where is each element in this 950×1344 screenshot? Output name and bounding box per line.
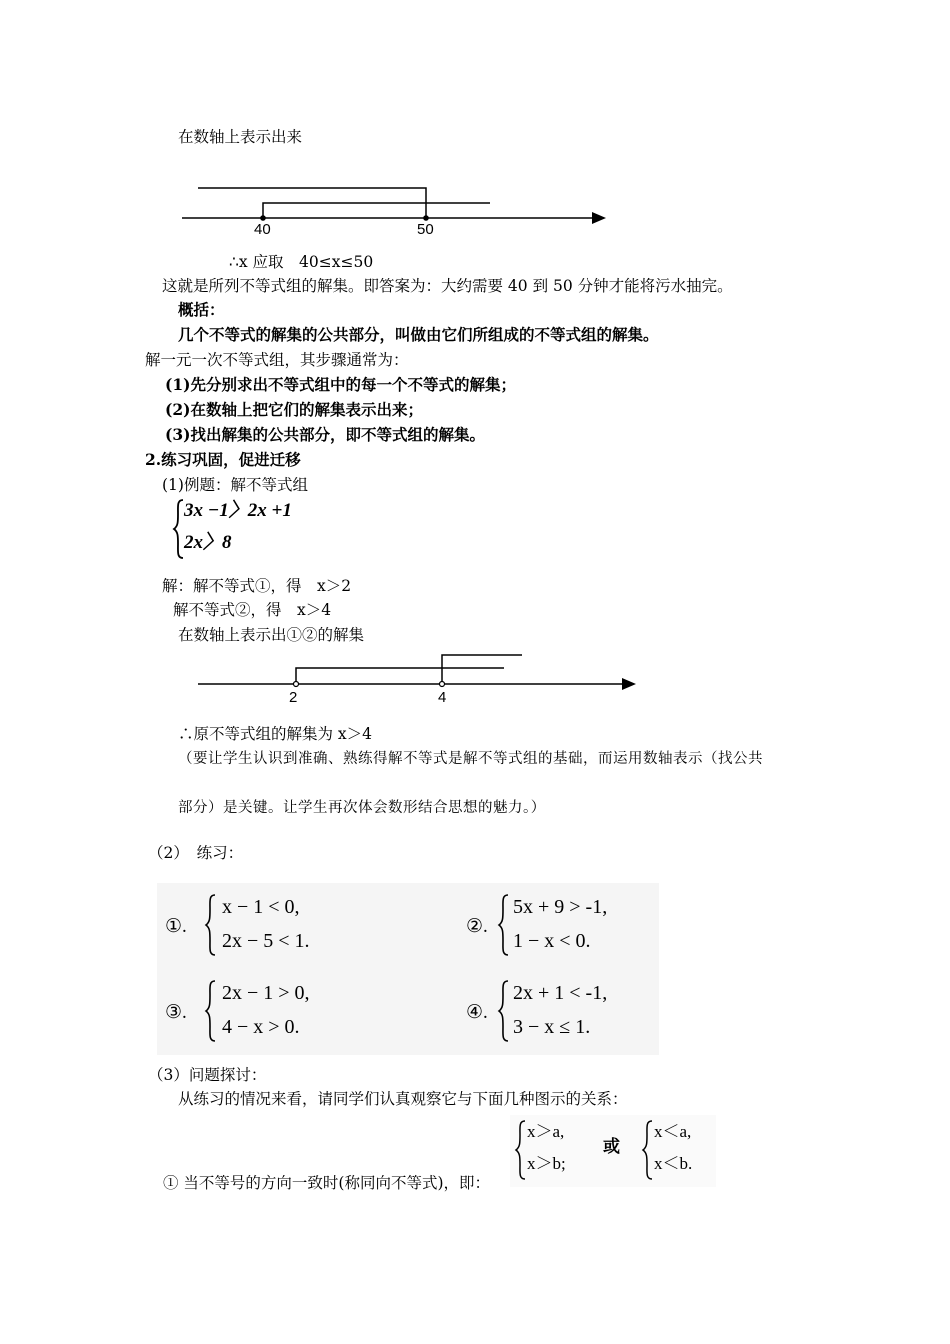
- case-right-2: x＜b.: [654, 1154, 693, 1173]
- text-line: (1)例题：解不等式组: [162, 476, 308, 494]
- exercise-number: ②.: [466, 916, 488, 937]
- text-line: 在数轴上表示出①②的解集: [178, 626, 365, 644]
- brace: [204, 893, 218, 957]
- case-or: 或: [603, 1137, 620, 1157]
- text-line: （2） 练习：: [148, 844, 244, 862]
- text-line: 在数轴上表示出来: [178, 128, 303, 146]
- brace: [641, 1119, 655, 1181]
- note-line: 部分）是关键。让学生再次体会数形结合思想的魅力。）: [178, 800, 546, 816]
- text-line: 这就是所列不等式组的解集。即答案为：大约需要 40 到 50 分钟才能将污水抽完。: [162, 277, 733, 295]
- axis-label-2: 2: [289, 689, 298, 706]
- exercise-number: ①.: [165, 916, 187, 937]
- text-line: 几个不等式的解集的公共部分，叫做由它们所组成的不等式组的解集。: [178, 325, 659, 344]
- exercise-number: ④.: [466, 1002, 488, 1023]
- axis-label-40: 40: [254, 221, 271, 238]
- exercise-eq: 2x + 1 < -1,: [513, 982, 608, 1004]
- text-line: 解：解不等式①，得 x＞2: [162, 577, 352, 595]
- example-eq-1: 3x −1〉2x +1: [184, 500, 292, 521]
- example-eq-2: 2x〉8: [184, 532, 232, 553]
- text-line: 从练习的情况来看，请同学们认真观察它与下面几种图示的关系：: [178, 1090, 628, 1108]
- exercise-eq: 2x − 1 > 0,: [222, 982, 310, 1004]
- brace: [497, 893, 511, 957]
- brace: [514, 1119, 528, 1181]
- text-line: (2)在数轴上把它们的解集表示出来；: [165, 400, 423, 419]
- exercise-eq: 2x − 5 < 1.: [222, 930, 310, 952]
- number-line-2: [190, 650, 650, 700]
- text-line: （3）问题探讨：: [148, 1066, 267, 1084]
- exercise-eq: 4 − x > 0.: [222, 1016, 300, 1038]
- brace: [497, 979, 511, 1043]
- text-line: (3)找出解集的公共部分，即不等式组的解集。: [165, 425, 485, 444]
- exercise-eq: x − 1 < 0,: [222, 896, 300, 918]
- exercise-eq: 5x + 9 > -1,: [513, 896, 608, 918]
- brace: [204, 979, 218, 1043]
- case-right-1: x＜a,: [654, 1122, 692, 1141]
- case-left-2: x＞b;: [527, 1154, 566, 1173]
- text-line: 解不等式②，得 x＞4: [173, 601, 332, 619]
- exercise-number: ③.: [165, 1002, 187, 1023]
- number-line-1: [178, 176, 618, 246]
- text-line: ∴x 应取 40≤x≤50: [229, 253, 374, 271]
- text-line: 解一元一次不等式组，其步骤通常为：: [145, 351, 409, 369]
- exercise-eq: 3 − x ≤ 1.: [513, 1016, 591, 1038]
- axis-label-4: 4: [438, 689, 447, 706]
- note-line: （要让学生认识到准确、熟练得解不等式是解不等式组的基础，而运用数轴表示（找公共: [178, 751, 763, 767]
- section-heading: 2.练习巩固，促进迁移: [145, 450, 301, 469]
- axis-label-50: 50: [417, 221, 434, 238]
- text-line: ① 当不等号的方向一致时(称同向不等式)，即：: [163, 1174, 491, 1192]
- text-line: ∴原不等式组的解集为 x＞4: [178, 725, 373, 743]
- text-line: 概括：: [178, 300, 225, 319]
- case-left-1: x＞a,: [527, 1122, 565, 1141]
- exercise-eq: 1 − x < 0.: [513, 930, 591, 952]
- text-line: (1)先分别求出不等式组中的每一个不等式的解集；: [165, 375, 516, 394]
